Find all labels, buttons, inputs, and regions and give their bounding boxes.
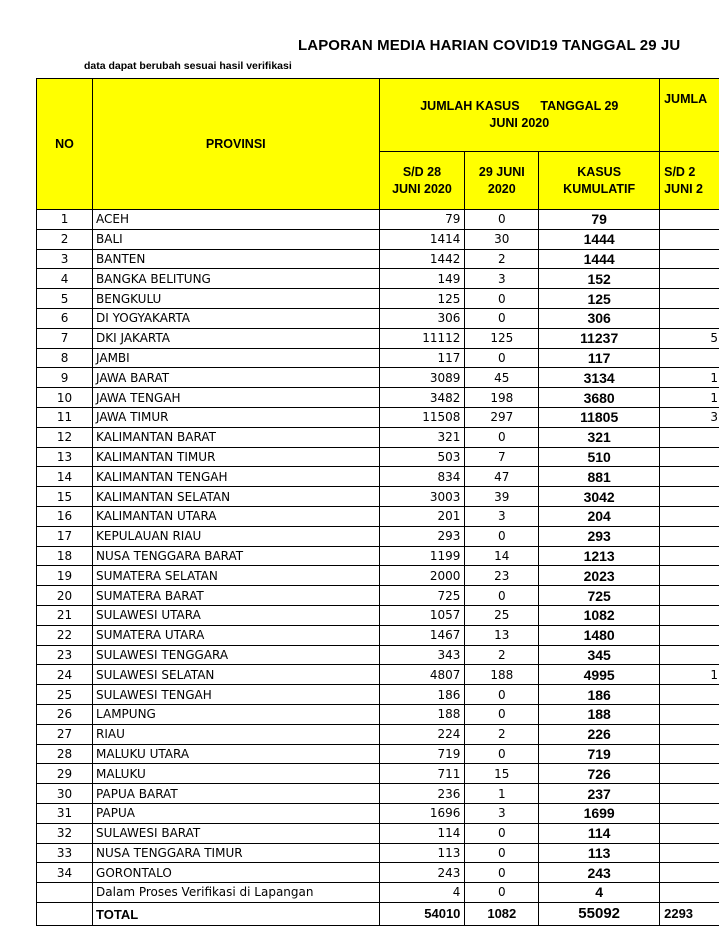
total-next-cut: 2293 (660, 902, 719, 925)
table-row (37, 526, 719, 546)
table-row (37, 803, 719, 823)
cell-no: 16 (37, 506, 93, 526)
cell-29juni: 2 (465, 724, 539, 744)
cell-next-cut (660, 447, 719, 467)
cell-29juni: 30 (465, 229, 539, 249)
cell-29juni: 45 (465, 368, 539, 388)
cell-provinsi: LAMPUNG (93, 704, 379, 724)
cum-line-2: KUMULATIF (563, 181, 636, 196)
cell-no: 14 (37, 467, 93, 487)
cell-sd28: 125 (379, 289, 465, 309)
table-row (37, 289, 719, 309)
total-no (37, 902, 93, 925)
cell-no: 25 (37, 685, 93, 705)
total-row (37, 902, 719, 925)
cell-no: 2 (37, 229, 93, 249)
col-header-kumulatif (539, 152, 660, 210)
cell-provinsi: SULAWESI BARAT (93, 823, 379, 843)
cell-kumulatif: 204 (539, 506, 660, 526)
cell-no: 4 (37, 269, 93, 289)
cell-provinsi: SUMATERA BARAT (93, 586, 379, 606)
cell-no: 33 (37, 843, 93, 863)
group-line-2: JUNI 2020 (489, 116, 550, 130)
cell-kumulatif: 3680 (539, 388, 660, 408)
table-row (37, 487, 719, 507)
day29-line-1: 29 JUNI (478, 164, 525, 179)
report-subtitle: data dapat berubah sesuai hasil verifikasi (84, 60, 292, 72)
cell-no: 17 (37, 526, 93, 546)
table-row (37, 724, 719, 744)
cell-kumulatif: 345 (539, 645, 660, 665)
cell-sd28: 3482 (379, 388, 465, 408)
cell-no: 24 (37, 665, 93, 685)
cell-no: 10 (37, 388, 93, 408)
cell-sd28: 834 (379, 467, 465, 487)
cell-kumulatif: 243 (539, 863, 660, 883)
cell-sd28: 306 (379, 308, 465, 328)
cell-sd28: 1696 (379, 803, 465, 823)
cell-next-cut (660, 308, 719, 328)
cell-sd28: 149 (379, 269, 465, 289)
table-row (37, 605, 719, 625)
sd28-line-2: JUNI 2020 (392, 181, 452, 196)
cell-kumulatif: 293 (539, 526, 660, 546)
cell-kumulatif: 1699 (539, 803, 660, 823)
cell-sd28: 343 (379, 645, 465, 665)
cell-29juni: 7 (465, 447, 539, 467)
cell-kumulatif: 11805 (539, 407, 660, 427)
cell-29juni: 1 (465, 784, 539, 804)
cell-no: 19 (37, 566, 93, 586)
cell-sd28: 79 (379, 210, 465, 230)
cell-provinsi: PAPUA BARAT (93, 784, 379, 804)
covid-cases-table (36, 78, 719, 926)
cell-next-cut (660, 427, 719, 447)
col-header-no: NO (37, 79, 93, 210)
cell-29juni: 125 (465, 328, 539, 348)
cell-next-cut: 5 (660, 328, 719, 348)
table-row (37, 665, 719, 685)
cell-no: 18 (37, 546, 93, 566)
cell-no: 27 (37, 724, 93, 744)
cell-sd28: 503 (379, 447, 465, 467)
cell-kumulatif: 321 (539, 427, 660, 447)
table-row (37, 586, 719, 606)
cell-sd28: 4807 (379, 665, 465, 685)
cell-29juni: 0 (465, 744, 539, 764)
cell-provinsi: MALUKU (93, 764, 379, 784)
cell-no: 23 (37, 645, 93, 665)
cell-next-cut (660, 229, 719, 249)
cell-kumulatif: 725 (539, 586, 660, 606)
cell-29juni: 2 (465, 645, 539, 665)
cell-29juni: 0 (465, 704, 539, 724)
cell-kumulatif: 4995 (539, 665, 660, 685)
table-row (37, 368, 719, 388)
cell-next-cut (660, 803, 719, 823)
cell-29juni: 0 (465, 526, 539, 546)
table-row (37, 388, 719, 408)
cell-next-cut (660, 843, 719, 863)
total-kumulatif: 55092 (539, 902, 660, 925)
cell-sd28: 117 (379, 348, 465, 368)
cell-next-cut (660, 348, 719, 368)
cell-kumulatif: 117 (539, 348, 660, 368)
cell-next-cut: 1 (660, 368, 719, 388)
cell-no: 12 (37, 427, 93, 447)
cell-provinsi: GORONTALO (93, 863, 379, 883)
cell-no: 6 (37, 308, 93, 328)
cell-29juni: 188 (465, 665, 539, 685)
cell-next-cut (660, 487, 719, 507)
table-row (37, 407, 719, 427)
cell-kumulatif: 226 (539, 724, 660, 744)
cell-provinsi: KEPULAUAN RIAU (93, 526, 379, 546)
cell-provinsi: KALIMANTAN SELATAN (93, 487, 379, 507)
cell-kumulatif: 11237 (539, 328, 660, 348)
cell-29juni: 13 (465, 625, 539, 645)
table-row (37, 249, 719, 269)
table-row (37, 625, 719, 645)
col-header-29juni (465, 152, 539, 210)
cell-next-cut (660, 764, 719, 784)
table-row (37, 269, 719, 289)
cell-no: 32 (37, 823, 93, 843)
cell-sd28: 2000 (379, 566, 465, 586)
cell-provinsi: ACEH (93, 210, 379, 230)
cell-29juni: 3 (465, 506, 539, 526)
table-row (37, 764, 719, 784)
cell-sd28: 243 (379, 863, 465, 883)
cell-next-cut (660, 289, 719, 309)
cell-next-cut (660, 566, 719, 586)
cell-29juni: 0 (465, 586, 539, 606)
cell-29juni: 2 (465, 249, 539, 269)
cell-provinsi: SULAWESI TENGGARA (93, 645, 379, 665)
cell-sd28: 188 (379, 704, 465, 724)
cell-provinsi: DKI JAKARTA (93, 328, 379, 348)
cell-no: 30 (37, 784, 93, 804)
cell-no: 34 (37, 863, 93, 883)
col-header-provinsi: PROVINSI (93, 79, 379, 210)
cell-sd28: 11112 (379, 328, 465, 348)
cell-provinsi: NUSA TENGGARA BARAT (93, 546, 379, 566)
table-row (37, 823, 719, 843)
table-row (37, 883, 719, 903)
cell-no: 3 (37, 249, 93, 269)
table-row (37, 447, 719, 467)
cell-provinsi: KALIMANTAN BARAT (93, 427, 379, 447)
cell-29juni: 0 (465, 863, 539, 883)
cell-sd28: 3003 (379, 487, 465, 507)
cell-provinsi: BALI (93, 229, 379, 249)
cell-provinsi: RIAU (93, 724, 379, 744)
table-row (37, 843, 719, 863)
group-line-1: JUMLAH KASUS TANGGAL 29 (420, 99, 619, 113)
cell-29juni: 0 (465, 289, 539, 309)
table-row (37, 210, 719, 230)
cell-provinsi: JAWA BARAT (93, 368, 379, 388)
cell-kumulatif: 726 (539, 764, 660, 784)
cell-next-cut (660, 883, 719, 903)
cell-29juni: 23 (465, 566, 539, 586)
cell-sd28: 224 (379, 724, 465, 744)
cell-sd28: 114 (379, 823, 465, 843)
cell-next-cut: 1 (660, 388, 719, 408)
cell-provinsi: BENGKULU (93, 289, 379, 309)
cell-no: 11 (37, 407, 93, 427)
cell-no: 7 (37, 328, 93, 348)
col-header-next-cut (660, 152, 719, 210)
cell-next-cut (660, 724, 719, 744)
cell-kumulatif: 719 (539, 744, 660, 764)
cell-next-cut (660, 586, 719, 606)
cell-no (37, 883, 93, 903)
total-label: TOTAL (93, 902, 379, 925)
cell-sd28: 719 (379, 744, 465, 764)
table-row (37, 506, 719, 526)
cell-no: 21 (37, 605, 93, 625)
col-header-sd28 (379, 152, 465, 210)
cell-next-cut (660, 546, 719, 566)
cell-29juni: 0 (465, 427, 539, 447)
cell-29juni: 39 (465, 487, 539, 507)
cell-kumulatif: 114 (539, 823, 660, 843)
cell-kumulatif: 113 (539, 843, 660, 863)
cell-sd28: 186 (379, 685, 465, 705)
cell-29juni: 0 (465, 883, 539, 903)
cell-sd28: 236 (379, 784, 465, 804)
cell-29juni: 0 (465, 308, 539, 328)
cell-provinsi: BANTEN (93, 249, 379, 269)
cell-provinsi: JAWA TIMUR (93, 407, 379, 427)
table-row (37, 427, 719, 447)
cell-no: 28 (37, 744, 93, 764)
cell-next-cut (660, 506, 719, 526)
next-line-1: S/D 2 (664, 164, 696, 179)
cell-next-cut (660, 704, 719, 724)
cell-provinsi: SUMATERA UTARA (93, 625, 379, 645)
cell-29juni: 14 (465, 546, 539, 566)
cell-provinsi: KALIMANTAN TIMUR (93, 447, 379, 467)
cell-next-cut (660, 269, 719, 289)
cell-next-cut (660, 605, 719, 625)
cell-kumulatif: 237 (539, 784, 660, 804)
cell-kumulatif: 1444 (539, 249, 660, 269)
cell-next-cut (660, 645, 719, 665)
cell-sd28: 1057 (379, 605, 465, 625)
cell-next-cut: 1 (660, 665, 719, 685)
next-line-2: JUNI 2 (664, 181, 704, 196)
cell-kumulatif: 2023 (539, 566, 660, 586)
cell-next-cut (660, 625, 719, 645)
table-row (37, 784, 719, 804)
cell-kumulatif: 3134 (539, 368, 660, 388)
cell-provinsi: SULAWESI TENGAH (93, 685, 379, 705)
cell-provinsi: KALIMANTAN UTARA (93, 506, 379, 526)
cell-provinsi: Dalam Proses Verifikasi di Lapangan (93, 883, 379, 903)
table-row (37, 685, 719, 705)
cell-no: 20 (37, 586, 93, 606)
cell-next-cut (660, 526, 719, 546)
table-row (37, 546, 719, 566)
cell-sd28: 3089 (379, 368, 465, 388)
cell-29juni: 0 (465, 210, 539, 230)
cell-provinsi: JAMBI (93, 348, 379, 368)
cell-29juni: 25 (465, 605, 539, 625)
cell-provinsi: NUSA TENGGARA TIMUR (93, 843, 379, 863)
table-row (37, 308, 719, 328)
cell-kumulatif: 1444 (539, 229, 660, 249)
cell-29juni: 3 (465, 803, 539, 823)
cell-sd28: 711 (379, 764, 465, 784)
cell-provinsi: JAWA TENGAH (93, 388, 379, 408)
table-row (37, 704, 719, 724)
cell-sd28: 4 (379, 883, 465, 903)
cum-line-1: KASUS (577, 164, 622, 179)
cell-provinsi: DI YOGYAKARTA (93, 308, 379, 328)
cell-next-cut (660, 249, 719, 269)
cell-provinsi: SULAWESI SELATAN (93, 665, 379, 685)
cell-29juni: 15 (465, 764, 539, 784)
cell-provinsi: SULAWESI UTARA (93, 605, 379, 625)
cell-kumulatif: 188 (539, 704, 660, 724)
cell-provinsi: PAPUA (93, 803, 379, 823)
cell-no: 26 (37, 704, 93, 724)
cell-next-cut: 3 (660, 407, 719, 427)
table-row (37, 328, 719, 348)
cell-no: 15 (37, 487, 93, 507)
cell-sd28: 113 (379, 843, 465, 863)
cell-next-cut (660, 210, 719, 230)
cell-sd28: 1414 (379, 229, 465, 249)
cell-no: 31 (37, 803, 93, 823)
table-row (37, 467, 719, 487)
cell-no: 8 (37, 348, 93, 368)
table-row (37, 744, 719, 764)
table-row (37, 348, 719, 368)
cell-sd28: 11508 (379, 407, 465, 427)
cell-29juni: 0 (465, 348, 539, 368)
cell-provinsi: BANGKA BELITUNG (93, 269, 379, 289)
cell-sd28: 1467 (379, 625, 465, 645)
cell-kumulatif: 79 (539, 210, 660, 230)
cell-29juni: 3 (465, 269, 539, 289)
cell-kumulatif: 306 (539, 308, 660, 328)
cell-29juni: 198 (465, 388, 539, 408)
cell-kumulatif: 4 (539, 883, 660, 903)
cell-kumulatif: 152 (539, 269, 660, 289)
cell-kumulatif: 186 (539, 685, 660, 705)
table-row (37, 566, 719, 586)
cell-sd28: 293 (379, 526, 465, 546)
cell-kumulatif: 125 (539, 289, 660, 309)
cell-sd28: 201 (379, 506, 465, 526)
col-group-jumlah-kasus (379, 79, 660, 152)
cell-no: 5 (37, 289, 93, 309)
cell-29juni: 297 (465, 407, 539, 427)
cell-kumulatif: 510 (539, 447, 660, 467)
cell-provinsi: KALIMANTAN TENGAH (93, 467, 379, 487)
cell-kumulatif: 1213 (539, 546, 660, 566)
cell-kumulatif: 1082 (539, 605, 660, 625)
cell-kumulatif: 1480 (539, 625, 660, 645)
cell-no: 29 (37, 764, 93, 784)
cell-29juni: 47 (465, 467, 539, 487)
cell-kumulatif: 881 (539, 467, 660, 487)
cell-sd28: 725 (379, 586, 465, 606)
cell-next-cut (660, 823, 719, 843)
cell-provinsi: SUMATERA SELATAN (93, 566, 379, 586)
cell-29juni: 0 (465, 823, 539, 843)
total-sd28: 54010 (379, 902, 465, 925)
total-29juni: 1082 (465, 902, 539, 925)
table-row (37, 645, 719, 665)
table-row (37, 863, 719, 883)
cell-next-cut (660, 685, 719, 705)
cell-29juni: 0 (465, 843, 539, 863)
cell-next-cut (660, 863, 719, 883)
cell-no: 13 (37, 447, 93, 467)
cell-sd28: 1442 (379, 249, 465, 269)
report-title: LAPORAN MEDIA HARIAN COVID19 TANGGAL 29 JU (298, 37, 681, 54)
cell-next-cut (660, 744, 719, 764)
cell-no: 22 (37, 625, 93, 645)
col-group-next-cut: JUMLA (660, 79, 719, 152)
cell-29juni: 0 (465, 685, 539, 705)
day29-line-2: 2020 (487, 181, 516, 196)
cell-kumulatif: 3042 (539, 487, 660, 507)
cell-no: 1 (37, 210, 93, 230)
cell-sd28: 321 (379, 427, 465, 447)
cell-provinsi: MALUKU UTARA (93, 744, 379, 764)
cell-sd28: 1199 (379, 546, 465, 566)
cell-next-cut (660, 784, 719, 804)
cell-no: 9 (37, 368, 93, 388)
sd28-line-1: S/D 28 (402, 164, 442, 179)
cell-next-cut (660, 467, 719, 487)
table-row (37, 229, 719, 249)
